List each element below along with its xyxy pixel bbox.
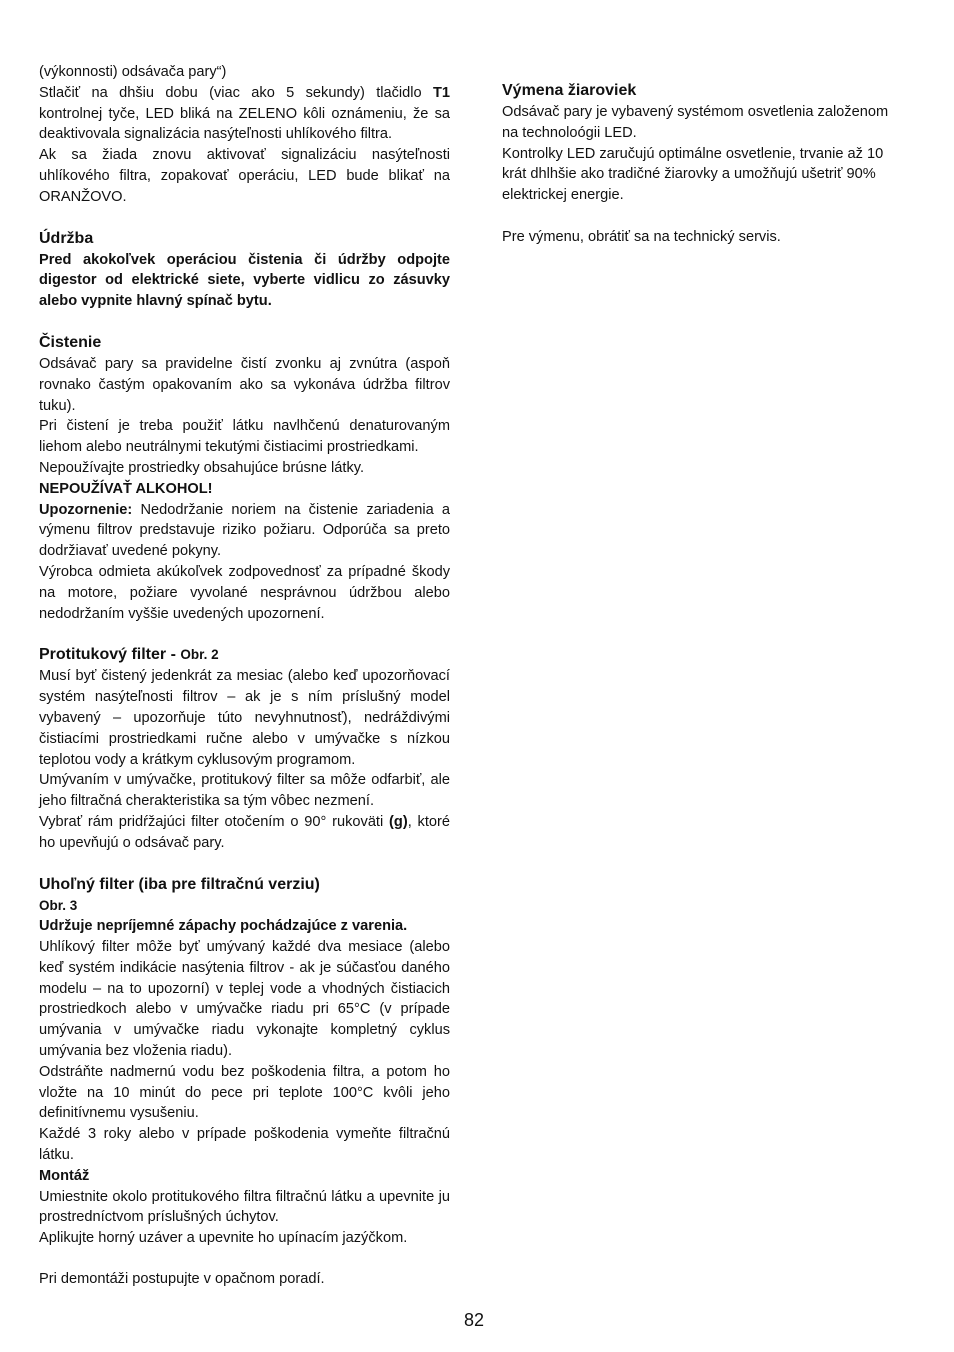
grease-filter-paragraph-2: Umývaním v umývačke, protitukový filter sa môže odfarbiť, ale jeho filtračná cherakteristika sa tým vôbec nezmení. [39,772,450,810]
page-number: 82 [464,1310,485,1330]
led-paragraph-2: Kontrolky LED zaručujú optimálne osvetlenie, trvanie až 10 krát dhlhšie ako tradičné žiarovky a umožňujú ušetriť 90% elektrickej energie. [502,145,884,204]
right-column [502,80,902,248]
figure-ref: Obr. 3 [39,897,78,913]
grease-filter-paragraph-1: Musí byť čistený jedenkrát za mesiac (alebo keď upozorňovací systém nasýteľnosti filtrov – ak je s ním príslušný model vybavený – upozorňuje túto nevyhnutnosť), nedráždivými čistiacími prostriedkami ručne alebo v umývačke s nízkou teplotou vody a krátkym cyklusovým programom. [39,668,450,768]
manufacturer-disclaimer: Výrobca odmieta akúkoľvek zodpovednosť za prípadné škody na motore, požiare vyvolané nesprávnou údržbou alebo nedodržaním vyššie uvedených upozornení. [39,563,450,622]
section-heading-protitukovy: Protitukový filter - Obr. 2 [39,646,219,664]
t1-label: T1 [432,84,450,101]
reactivate-instruction: Ak sa žiada znovu aktivovať signalizáciu nasýteľnosti uhlíkového filtra, zopakovať operáciu, LED bude blikať na ORANŽOVO. [39,147,450,205]
montaz-heading: Montáž [39,1167,90,1184]
left-column [39,62,450,1290]
carbon-filter-paragraph-3: Každé 3 roky alebo v prípade poškodenia vymeňte filtračnú látku. [39,1126,450,1164]
cleaning-paragraph-2: Pri čistení je treba použiť látku navlhčenú denaturovaným liehom alebo neutrálnymi tekutými čistiacimi prostriedkami. [39,418,450,456]
section-heading-udrzba: Údržba [39,229,94,247]
maintenance-warning: Pred akokoľvek operáciou čistenia či údržby odpojte digestor od elektrické siete, vyberte vidlicu zo zásuvky alebo vypnite hlavný spínač bytu. [39,251,450,310]
led-paragraph-3: Pre výmenu, obrátiť sa na technický servis. [502,228,781,245]
montaz-paragraph-3: Pri demontáži postupujte v opačnom poradí. [39,1271,325,1288]
handle-ref: (g) [389,813,408,830]
grease-filter-paragraph-3: Vybrať rám pridŕžajúci filter otočením o 90° rukoväti (g), ktoré ho upevňujú o odsávač pary. [39,813,450,851]
section-heading-vymena: Výmena žiaroviek [502,82,637,99]
carbon-filter-summary: Udržuje nepríjemné zápachy pochádzajúce z varenia. [39,918,408,935]
montaz-paragraph-2: Aplikujte horný uzáver a upevnite ho upínacím jazýčkom. [39,1230,408,1247]
led-paragraph-1: Odsávač pary je vybavený systémom osvetlenia založenom na technoloógii LED. [502,104,889,141]
section-heading-cistenie: Čistenie [39,333,102,351]
montaz-paragraph-1: Umiestnite okolo protitukového filtra filtračnú látku a upevnite ju prostredníctvom príslušných úchytov. [39,1188,450,1226]
cleaning-caution: Upozornenie: Nedodržanie noriem na čistenie zariadenia a výmenu filtrov predstavuje riziko požiaru. Odporúča sa preto dodržiavať uvedené pokyny. [39,501,450,560]
intro-line: (výkonnosti) odsávača pary“) [39,64,227,80]
carbon-filter-paragraph-2: Odstráňte nadmernú vodu bez poškodenia filtra, a potom ho vložte na 10 minút do pece pri teplote 100°C kvôli jeho definitívnemu vysušeniu. [39,1063,450,1122]
carbon-filter-paragraph-1: Uhlíkový filter môže byť umývaný každé dva mesiace (alebo keď systém indikácie nasýtenia filtrov - ak je súčasťou daného modelu – na to upozorní) v teplej vode a vhodných čistiacich prostriedkoch alebo v umývačke riadu pri 65°C (v prípade umývania v umývačke riadu vykonajte kompletný cyklus umývania bez vloženia riadu). [39,939,450,1060]
figure-ref: Obr. 2 [180,647,219,663]
t1-instruction: Stlačiť na dhšiu dobu (viac ako 5 sekundy) tlačidlo T1 kontrolnej tyče, LED bliká na ZELENO kôli oznámeniu, že sa deaktivovala signalizácia nasýteľnosti uhlíkového filtra. [39,84,450,143]
cleaning-paragraph-3: Nepoužívajte prostriedky obsahujúce brúsne látky. [39,459,365,476]
no-alcohol-warning: NEPOUŽÍVAŤ ALKOHOL! [39,480,213,497]
caution-label: Upozornenie: [39,501,133,518]
cleaning-paragraph-1: Odsávač pary sa pravidelne čistí zvonku aj zvnútra (aspoň rovnako častým opakovaním ako sa vykonáva údržba filtrov tuku). [39,355,450,414]
section-heading-uholny: Uhoľný filter (iba pre filtračnú verziu) [39,875,320,893]
